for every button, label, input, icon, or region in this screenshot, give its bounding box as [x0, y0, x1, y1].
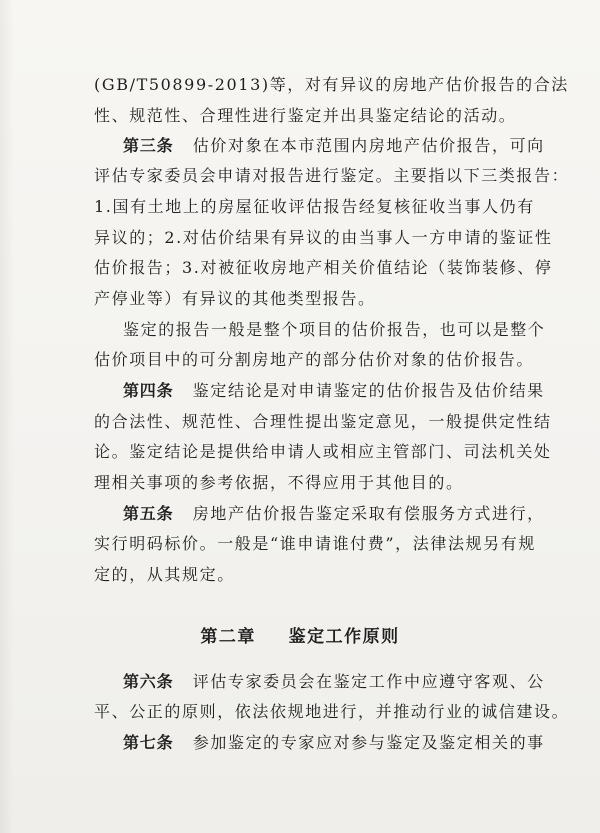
- line-text: 平、公正的原则，依法依规地进行，并推动行业的诚信建设。: [94, 702, 570, 721]
- article-label: 第四条: [123, 381, 174, 400]
- line-text: 的合法性、规范性、合理性提出鉴定意见，一般提供定性结: [94, 412, 552, 431]
- article-label: 第三条: [123, 136, 174, 155]
- line-text: 鉴定结论是对申请鉴定的估价报告及估价结果: [192, 381, 545, 400]
- line-text: 产停业等）有异议的其他类型报告。: [94, 289, 376, 308]
- text-line: [94, 106, 516, 126]
- chapter-heading: [0, 627, 600, 647]
- line-text: 估价对象在本市范围内房地产估价报告，可向: [192, 136, 545, 155]
- text-line: [94, 442, 552, 462]
- line-text: 评估专家委员会在鉴定工作中应遵守客观、公: [192, 672, 545, 691]
- text-line: [94, 534, 536, 554]
- article-7-line: [123, 733, 545, 753]
- article-4-line: [123, 381, 545, 401]
- line-text: 鉴定的报告一般是整个项目的估价报告，也可以是整个: [123, 320, 546, 339]
- article-label: 第六条: [123, 672, 174, 691]
- line-text: 论。鉴定结论是提供给申请人或相应主管部门、司法机关处: [94, 442, 552, 461]
- text-line: [94, 197, 535, 217]
- text-line: [94, 289, 376, 309]
- line-text: 实行明码标价。一般是“谁申请谁付费”，法律法规另有规: [94, 534, 536, 553]
- text-line: [94, 258, 552, 278]
- chapter-title: 鉴定工作原则: [288, 627, 400, 647]
- line-text: 理相关事项的参考依据，不得应用于其他目的。: [94, 473, 464, 492]
- article-3-line: [123, 136, 545, 156]
- text-line: [94, 412, 552, 432]
- article-label: 第五条: [123, 504, 174, 523]
- page-edge-shadow: [0, 0, 14, 833]
- text-line: [94, 565, 235, 585]
- line-text: (GB/T50899-2013)等，对有异议的房地产估价报告的合法: [94, 75, 569, 94]
- line-text: 评估专家委员会申请对报告进行鉴定。主要指以下三类报告：: [94, 166, 570, 185]
- article-5-line: [123, 504, 545, 524]
- line-text: 异议的；2.对估价结果有异议的由当事人一方申请的鉴证性: [94, 228, 553, 247]
- text-line: [123, 320, 545, 340]
- text-line: [94, 473, 464, 493]
- text-line: [94, 75, 569, 95]
- text-line: [94, 228, 552, 248]
- line-text: 性、规范性、合理性进行鉴定并出具鉴定结论的活动。: [94, 106, 517, 125]
- line-text: 定的，从其规定。: [94, 565, 235, 584]
- line-text: 房地产估价报告鉴定采取有偿服务方式进行，: [192, 504, 545, 523]
- line-text: 1.国有土地上的房屋征收评估报告经复核征收当事人仍有: [94, 197, 535, 216]
- line-text: 估价报告；3.对被征收房地产相关价值结论（装饰装修、停: [94, 258, 553, 277]
- article-6-line: [123, 672, 545, 692]
- line-text: 估价项目中的可分割房地产的部分估价对象的估价报告。: [94, 350, 535, 369]
- chapter-number: 第二章: [200, 627, 256, 647]
- text-line: [94, 702, 569, 722]
- text-line: [94, 166, 569, 186]
- article-label: 第七条: [123, 733, 174, 752]
- line-text: 参加鉴定的专家应对参与鉴定及鉴定相关的事: [192, 733, 545, 752]
- text-line: [94, 350, 534, 370]
